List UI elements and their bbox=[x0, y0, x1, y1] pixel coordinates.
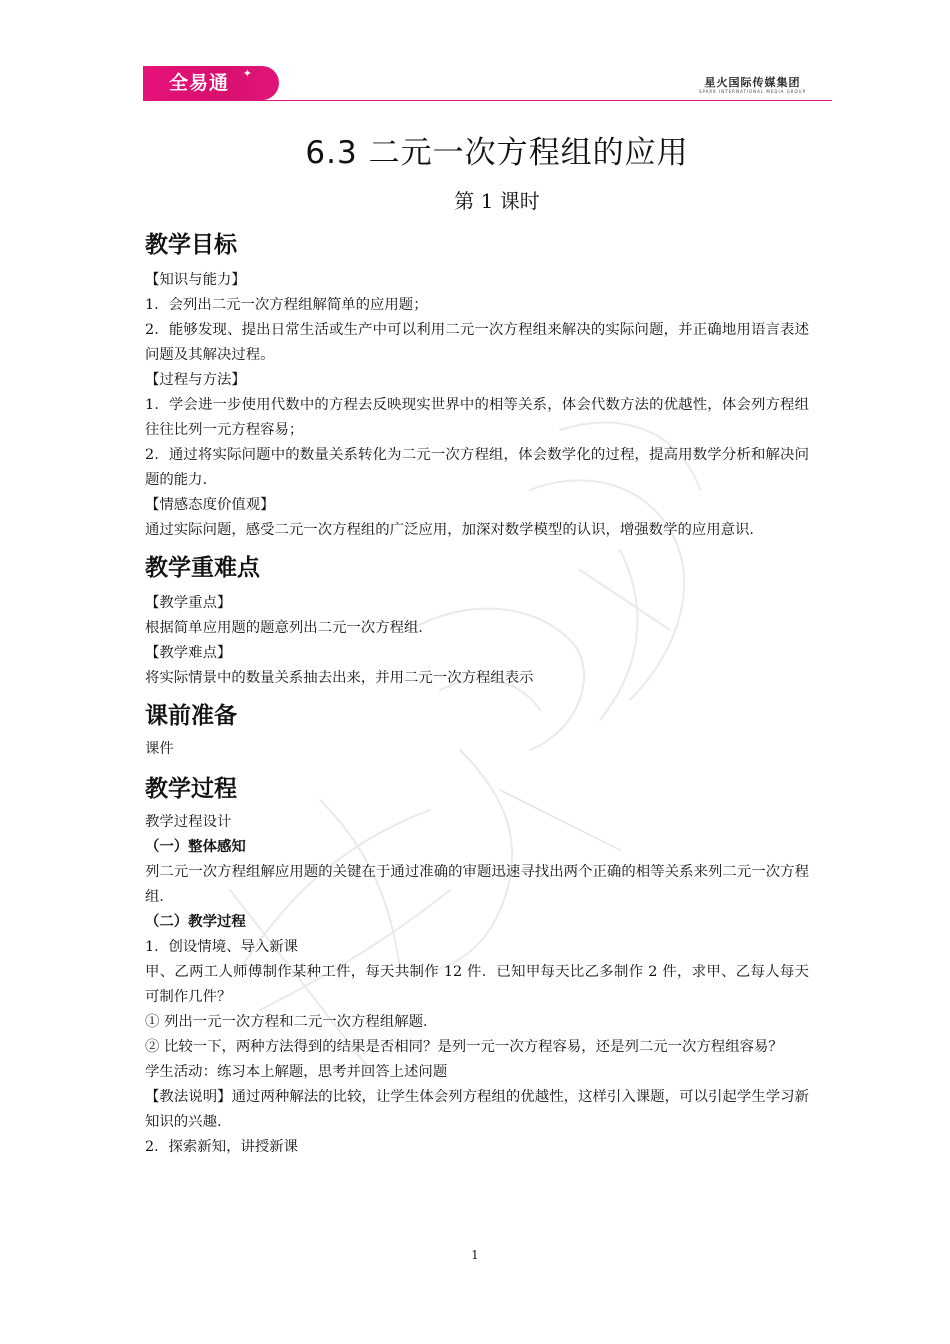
star-icon: ✦ bbox=[242, 67, 253, 80]
paragraph: 1．会列出二元一次方程组解简单的应用题； bbox=[145, 297, 428, 313]
paragraph: 学生活动：练习本上解题，思考并回答上述问题 bbox=[145, 1064, 448, 1080]
label-attitude: 【情感态度价值观】 bbox=[145, 497, 275, 513]
publisher-name-en: SPARK INTERNATIONAL MEDIA GROUP bbox=[698, 89, 806, 94]
paragraph: 2．探索新知，讲授新课 bbox=[145, 1139, 299, 1155]
subheading-part1: （一）整体感知 bbox=[145, 839, 246, 855]
label-difficulty: 【教学难点】 bbox=[145, 645, 232, 661]
paragraph: 甲、乙两工人师傅制作某种工件，每天共制作 12 件．已知甲每天比乙多制作 2 件，求甲、乙每人每天可制作几件？ bbox=[145, 964, 809, 1005]
paragraph: 根据简单应用题的题意列出二元一次方程组． bbox=[145, 620, 433, 636]
header-divider bbox=[143, 100, 832, 101]
section-heading-process: 教学过程 bbox=[145, 776, 237, 802]
paragraph: 通过实际问题，感受二元一次方程组的广泛应用，加深对数学模型的认识，增强数学的应用意识． bbox=[145, 522, 764, 538]
paragraph: 1．创设情境、导入新课 bbox=[145, 939, 299, 955]
section-heading-keypoints: 教学重难点 bbox=[145, 555, 260, 581]
document-body bbox=[145, 130, 809, 1160]
paragraph: 列二元一次方程组解应用题的关键在于通过准确的审题迅速寻找出两个正确的相等关系来列二元一次方程组． bbox=[145, 864, 809, 905]
paragraph: 教学过程设计 bbox=[145, 814, 232, 830]
paragraph: 1．学会进一步使用代数中的方程去反映现实世界中的相等关系，体会代数方法的优越性，体会列方程组往往比列一元方程容易； bbox=[145, 397, 809, 438]
publisher-name: 星火国际传媒集团 bbox=[704, 76, 801, 89]
paragraph: 2．能够发现、提出日常生活或生产中可以利用二元一次方程组来解决的实际问题，并正确地用语言表述问题及其解决过程。 bbox=[145, 322, 809, 363]
label-process: 【过程与方法】 bbox=[145, 372, 246, 388]
page-number: 1 bbox=[471, 1248, 479, 1262]
page-header bbox=[143, 66, 832, 102]
document-title: 6.3 二元一次方程组的应用 bbox=[305, 135, 689, 171]
paragraph: 课件 bbox=[145, 741, 174, 757]
document-subtitle: 第 1 课时 bbox=[454, 189, 540, 213]
section-heading-prep: 课前准备 bbox=[145, 703, 237, 729]
label-focus: 【教学重点】 bbox=[145, 595, 232, 611]
logo-text: 全易通 bbox=[169, 72, 230, 94]
publisher-brand bbox=[699, 76, 806, 95]
paragraph: ① 列出一元一次方程和二元一次方程组解题． bbox=[145, 1014, 438, 1030]
paragraph: 将实际情景中的数量关系抽去出来，并用二元一次方程组表示 bbox=[145, 670, 534, 686]
section-heading-goals: 教学目标 bbox=[145, 232, 237, 258]
paragraph: 【教法说明】通过两种解法的比较，让学生体会列方程组的优越性，这样引入课题，可以引起学生学习新知识的兴趣． bbox=[145, 1089, 809, 1130]
paragraph: ② 比较一下，两种方法得到的结果是否相同？是列一元一次方程容易，还是列二元一次方程组容易？ bbox=[145, 1039, 783, 1055]
logo bbox=[143, 66, 279, 100]
subheading-part2: （二）教学过程 bbox=[145, 914, 246, 930]
paragraph: 2．通过将实际问题中的数量关系转化为二元一次方程组，体会数学化的过程，提高用数学分析和解决问题的能力． bbox=[145, 447, 809, 488]
label-knowledge: 【知识与能力】 bbox=[145, 272, 246, 288]
